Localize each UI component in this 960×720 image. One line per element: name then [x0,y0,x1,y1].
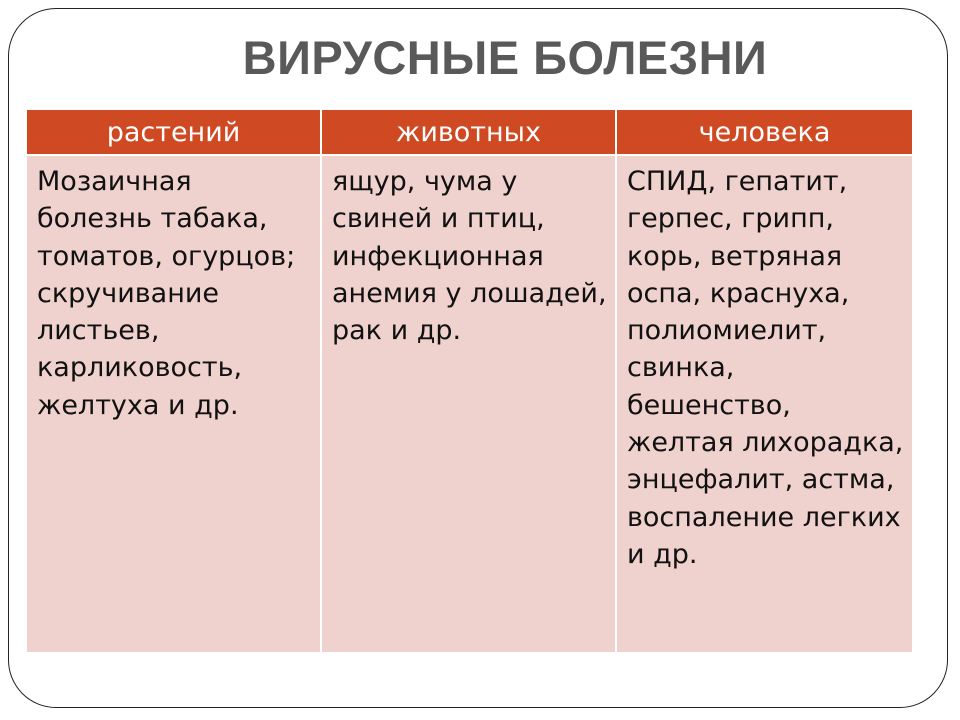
cell-animals-diseases: ящур, чума у свиней и птиц, инфекционная анемия у лошадей, рак и др. [321,155,616,652]
slide-title: ВИРУСНЫЕ БОЛЕЗНИ [242,31,768,84]
header-plants: растений [27,110,321,155]
header-humans: человека [616,110,912,155]
header-animals: животных [321,110,616,155]
virus-diseases-table [27,110,912,652]
cell-humans-diseases: СПИД, гепатит, герпес, грипп, корь, ветряная оспа, краснуха, полиомиелит, свинка, бешенство, желтая лихорадка, энцефалит, астма, воспаление легких и др. [616,155,912,652]
table-row [27,155,912,652]
cell-plants-diseases: Мозаичная болезнь табака, томатов, огурцов; скручивание листьев, карликовость, желтуха и др. [27,155,321,652]
table-header-row [27,110,912,155]
